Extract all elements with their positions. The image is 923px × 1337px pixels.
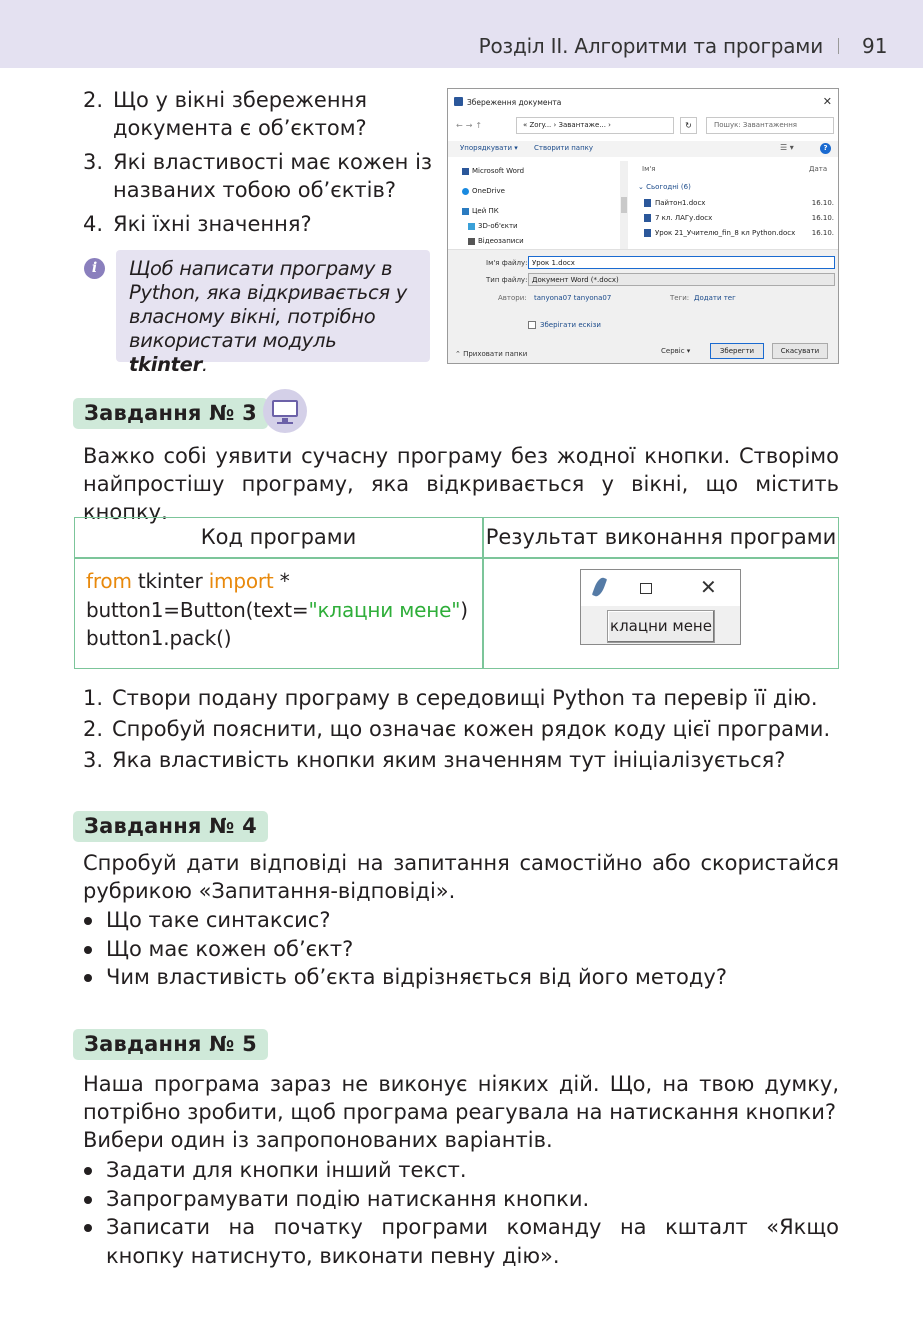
cancel-button[interactable]: Скасувати — [772, 343, 828, 359]
bullet-item — [83, 1156, 839, 1185]
bullet-text: Задати для кнопки інший текст. — [106, 1158, 467, 1182]
bullet-text: Записати на початку програми команду на кшталт «Якщо кнопку натиснуто, виконати певну дію». — [106, 1215, 839, 1268]
nav-arrows-icon[interactable]: ←→↑ — [456, 121, 486, 130]
video-icon — [468, 238, 475, 245]
sidebar-label: 3D-об'єкти — [478, 222, 518, 230]
question-item — [83, 148, 433, 204]
file-name: Пайтон1.docx — [655, 199, 706, 207]
bullet-dot — [83, 1213, 106, 1270]
code-result-table — [74, 517, 839, 669]
bullet-item — [83, 935, 839, 964]
new-folder-button[interactable]: Створити папку — [534, 144, 594, 152]
monitor-base — [277, 422, 293, 424]
bullet-dot — [83, 935, 106, 964]
bullet-dot — [83, 1156, 106, 1185]
filename-input[interactable]: Урок 1.docx — [528, 256, 835, 269]
scrollbar-thumb[interactable] — [621, 197, 627, 213]
column-name-header[interactable]: Ім'я — [642, 165, 656, 173]
sidebar-item[interactable] — [462, 167, 524, 175]
file-row[interactable] — [644, 214, 834, 222]
step-item — [83, 746, 839, 777]
refresh-icon[interactable]: ↻ — [680, 117, 697, 134]
bullet-item — [83, 1185, 839, 1214]
tags-label: Теги: — [670, 294, 690, 302]
task-3-heading: Завдання № 3 — [73, 398, 268, 429]
task-5-heading: Завдання № 5 — [73, 1029, 268, 1060]
help-icon[interactable]: ? — [820, 143, 831, 154]
code-listing — [86, 567, 468, 653]
task-4-intro: Спробуй дати відповіді на запитання самостійно або скористайся рубрикою «Запитання-відповіді». — [83, 851, 839, 903]
hide-folders-button[interactable]: ⌃ Приховати папки — [455, 350, 528, 358]
file-date: 16.10. — [811, 214, 834, 222]
info-module-name: tkinter — [129, 353, 202, 376]
file-date: 16.10. — [811, 229, 834, 237]
column-date-header[interactable]: Дата — [809, 165, 828, 173]
task-3-steps — [83, 684, 839, 777]
code-keyword: import — [208, 569, 274, 593]
step-number: 3. — [83, 748, 104, 772]
bullet-text: Що таке синтаксис? — [106, 908, 331, 932]
chapter-title: Розділ II. Алгоритми та програми — [478, 34, 823, 58]
code-line-2 — [86, 596, 468, 625]
bullet-text: Що має кожен об’єкт? — [106, 936, 354, 961]
sidebar-item[interactable] — [468, 222, 518, 230]
add-tag-link[interactable]: Додати тег — [694, 294, 736, 302]
code-line-1 — [86, 567, 468, 596]
step-item — [83, 715, 839, 746]
dialog-toolbar — [448, 141, 838, 157]
monitor-icon — [263, 389, 307, 433]
monitor-screen — [272, 400, 298, 417]
file-list — [634, 161, 834, 249]
sidebar-label: Відеозаписи — [478, 237, 524, 245]
sidebar-label: Цей ПК — [472, 207, 499, 215]
code-text: tkinter — [131, 569, 209, 593]
step-number: 2. — [83, 717, 104, 741]
question-number: 4. — [83, 212, 104, 236]
bullet-item — [83, 963, 839, 992]
feather-icon — [592, 576, 607, 598]
bullet-text: Чим властивість об’єкта відрізняється від його методу? — [106, 965, 727, 989]
bullet-text: Запрограмувати подію натискання кнопки. — [106, 1186, 590, 1211]
code-line-3: button1.pack() — [86, 626, 232, 650]
info-text: Щоб написати програму в Python, яка відкривається у власному вікні, потрібно використати модуль — [129, 257, 407, 352]
tk-window-preview — [580, 569, 741, 645]
question-text: Які їхні значення? — [113, 212, 312, 236]
cloud-icon — [462, 188, 469, 195]
code-keyword: from — [86, 569, 132, 593]
bullet-dot — [83, 906, 106, 935]
step-text: Яка властивість кнопки яким значенням тут ініціалізується? — [112, 748, 786, 772]
file-row[interactable] — [644, 199, 834, 207]
question-text: Які властивості має кожен із названих тобою об’єктів? — [113, 150, 433, 202]
dialog-form — [448, 249, 838, 364]
service-dropdown[interactable]: Сервіс ▾ — [661, 347, 691, 355]
page-number: 91 — [862, 34, 888, 58]
code-text: button1=Button(text= — [86, 597, 309, 622]
bullet-item — [83, 1213, 839, 1270]
bullet-dot — [83, 963, 106, 992]
task-4-bullets — [83, 906, 839, 992]
organize-button[interactable]: Упорядкувати ▾ — [460, 144, 518, 152]
search-input[interactable]: Пошук: Завантаження — [706, 117, 834, 134]
authors-label: Автори: — [498, 294, 527, 302]
result-column-header: Результат виконання програми — [485, 525, 837, 549]
close-icon[interactable]: ✕ — [822, 95, 832, 108]
click-me-button[interactable]: клацни мене — [607, 610, 715, 643]
step-text: Спробуй пояснити, що означає кожен рядок коду цієї програми. — [112, 717, 831, 741]
task-3-intro: Важко собі уявити сучасну програму без жодної кнопки. Створімо найпростішу програму, яка відкривається у вікні, що містить кнопку. — [83, 444, 839, 524]
step-number: 1. — [83, 686, 104, 710]
info-icon: i — [84, 258, 105, 279]
code-text: ) — [460, 597, 468, 622]
sidebar-item[interactable] — [468, 237, 524, 245]
question-list — [83, 86, 433, 244]
question-item — [83, 210, 433, 238]
dialog-title: Збереження документа — [467, 98, 562, 107]
save-button[interactable]: Зберегти — [710, 343, 764, 359]
filetype-select[interactable]: Документ Word (*.docx) — [528, 273, 835, 286]
dialog-titlebar — [448, 89, 838, 113]
code-text: * — [273, 569, 290, 593]
path-field[interactable]: « Zory... › Завантаже... › — [516, 117, 674, 134]
task-5-bullets — [83, 1156, 839, 1270]
sidebar-label: OneDrive — [472, 187, 505, 195]
dialog-address-bar — [454, 116, 834, 136]
authors-value[interactable]: tanyona07 tanyona07 — [534, 294, 612, 302]
filename-label: Ім'я файлу: — [486, 259, 528, 267]
header-divider — [838, 38, 839, 54]
file-group-label: ⌄ Сьогодні (6) — [638, 183, 691, 191]
step-item — [83, 684, 839, 715]
code-string: "клацни мене" — [308, 597, 461, 622]
bullet-item — [83, 906, 839, 935]
question-number: 3. — [83, 150, 104, 174]
thumbnails-checkbox[interactable] — [528, 321, 536, 329]
task-5-intro-text: Наша програма зараз не виконує ніяких дій. Що, на твою думку, потрібно зробити, щоб програма реагувала на натискання кнопки? — [83, 1072, 839, 1124]
tk-titlebar — [581, 570, 740, 606]
sidebar-item[interactable] — [462, 187, 505, 195]
info-note — [116, 250, 430, 376]
maximize-icon[interactable] — [640, 583, 652, 594]
info-text-end: . — [201, 353, 208, 376]
thumbnails-label[interactable]: Зберігати ескізи — [540, 321, 601, 329]
dialog-sidebar — [456, 161, 621, 249]
task-5-instruction: Вибери один із запропонованих варіантів. — [83, 1128, 553, 1152]
filetype-label: Тип файлу: — [486, 276, 528, 284]
file-name: Урок 21_Учителю_fin_8 кл Python.docx — [655, 229, 796, 237]
table-divider — [75, 557, 838, 559]
code-column-header: Код програми — [200, 525, 357, 549]
question-number: 2. — [83, 88, 104, 112]
close-icon[interactable]: ✕ — [700, 575, 717, 599]
word-icon — [462, 168, 469, 175]
save-dialog-screenshot — [447, 88, 839, 364]
task-5-intro — [83, 1070, 839, 1154]
sidebar-item[interactable] — [462, 207, 499, 215]
cube-icon — [468, 223, 475, 230]
step-text: Створи подану програму в середовищі Python та перевір її дію. — [112, 686, 818, 710]
task-4-heading: Завдання № 4 — [73, 811, 268, 842]
question-item — [83, 86, 433, 142]
computer-icon — [462, 208, 469, 215]
sidebar-label: Microsoft Word — [472, 167, 525, 175]
bullet-dot — [83, 1185, 106, 1214]
docx-icon — [644, 229, 651, 237]
scrollbar[interactable] — [620, 161, 628, 249]
group-text: Сьогодні (6) — [646, 183, 691, 191]
word-icon — [454, 97, 463, 106]
file-name: 7 кл. ЛАГу.docx — [655, 214, 713, 222]
docx-icon — [644, 199, 651, 207]
file-date: 16.10. — [811, 199, 834, 207]
view-options-icon[interactable]: ☰ ▾ — [780, 143, 794, 152]
docx-icon — [644, 214, 651, 222]
file-row[interactable] — [644, 229, 834, 237]
question-text: Що у вікні збереження документа є об’єктом? — [113, 88, 367, 140]
